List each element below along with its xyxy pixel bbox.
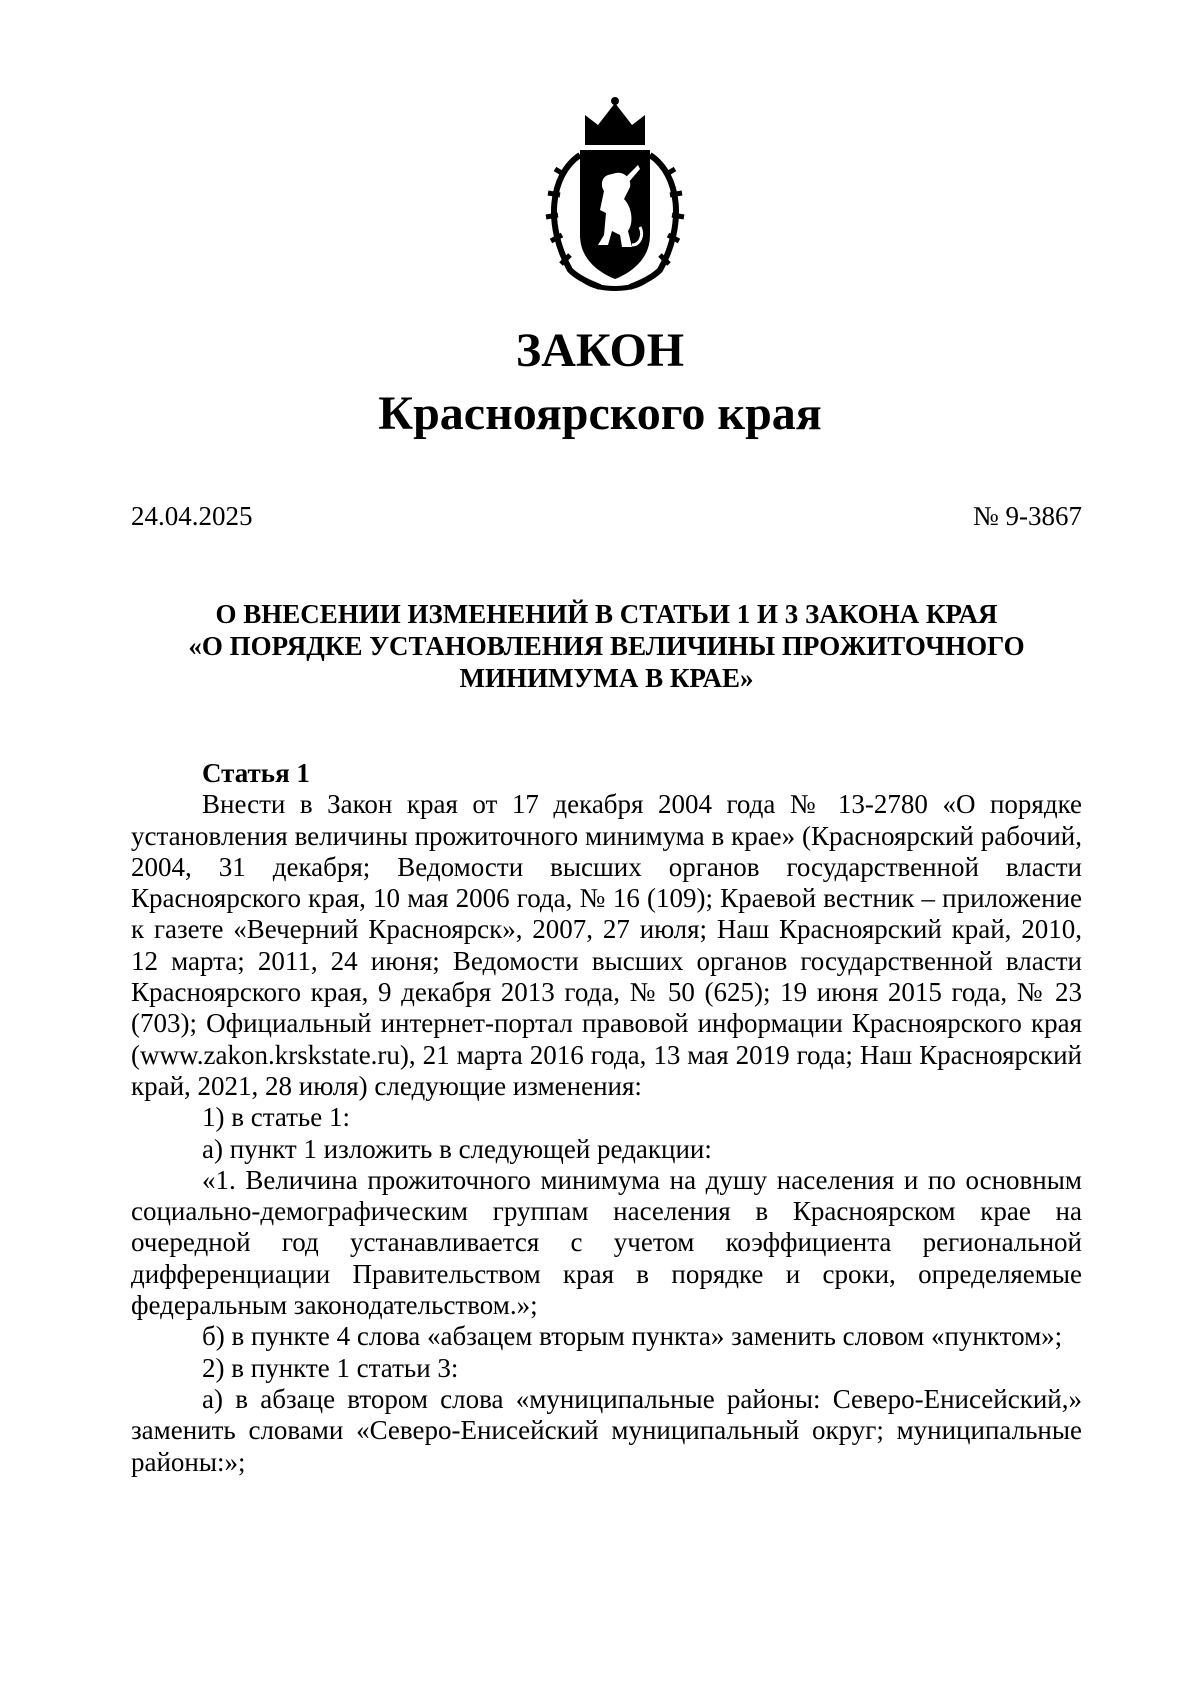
article-paragraph: 1) в статье 1: xyxy=(202,1102,350,1133)
article-paragraph: «1. Величина прожиточного минимума на душу населения и по основным социально-демографическим группам населения в Красноярском крае на очередной год устанавливается с учетом коэффициента региональной дифференциации Правительством края в порядке и сроки, определяемые федеральным законодательством.»; xyxy=(131,1164,1082,1321)
law-number: № 9-3867 xyxy=(972,501,1082,531)
article-paragraph: Внести в Закон края от 17 декабря 2004 года № 13-2780 «О порядке установления величины прожиточного минимума в крае» (Красноярский рабочий, 2004, 31 декабря; Ведомости высших органов государственной власти Красноярского края, 10 мая 2006 года, № 16 (109); Краевой вестник – приложение к газете «Вечерний Красноярск», 2007, 27 июля; Наш Красноярский край, 2010, 12 марта; 2011, 24 июня; Ведомости высших органов государственной власти Красноярского края, 9 декабря 2013 года, № 50 (625); 19 июня 2015 года, № 23 (703); Официальный интернет-портал правовой информации Красноярского края (www.zakon.krskstate.ru), 21 марта 2016 года, 13 мая 2019 года; Наш Красноярский край, 2021, 28 июля) следующие изменения: xyxy=(131,789,1082,1101)
heading-line: «О ПОРЯДКЕ УСТАНОВЛЕНИЯ ВЕЛИЧИНЫ ПРОЖИТОЧНОГО xyxy=(188,631,1025,661)
article-paragraph: а) в абзаце втором слова «муниципальные районы: Северо-Енисейский,» заменить словами «Северо-Енисейский муниципальный округ; муниципальные районы:»; xyxy=(131,1383,1082,1477)
article-paragraph: б) в пункте 4 слова «абзацем вторым пункта» заменить словом «пунктом»; xyxy=(202,1321,1063,1352)
heading-line: МИНИМУМА В КРАЕ» xyxy=(459,663,754,693)
coat-of-arms-icon xyxy=(540,95,690,295)
law-title: ЗАКОН xyxy=(515,324,685,377)
article-paragraph: а) пункт 1 изложить в следующей редакции: xyxy=(202,1133,712,1164)
article-paragraph: 2) в пункте 1 статьи 3: xyxy=(202,1352,459,1383)
law-heading xyxy=(131,598,1082,694)
law-region: Красноярского края xyxy=(378,387,822,440)
law-date: 24.04.2025 xyxy=(131,501,253,531)
article-1 xyxy=(131,758,1082,1478)
article-title: Статья 1 xyxy=(202,758,310,788)
heading-line: О ВНЕСЕНИИ ИЗМЕНЕНИЙ В СТАТЬИ 1 И 3 ЗАКОНА КРАЯ xyxy=(215,599,998,629)
